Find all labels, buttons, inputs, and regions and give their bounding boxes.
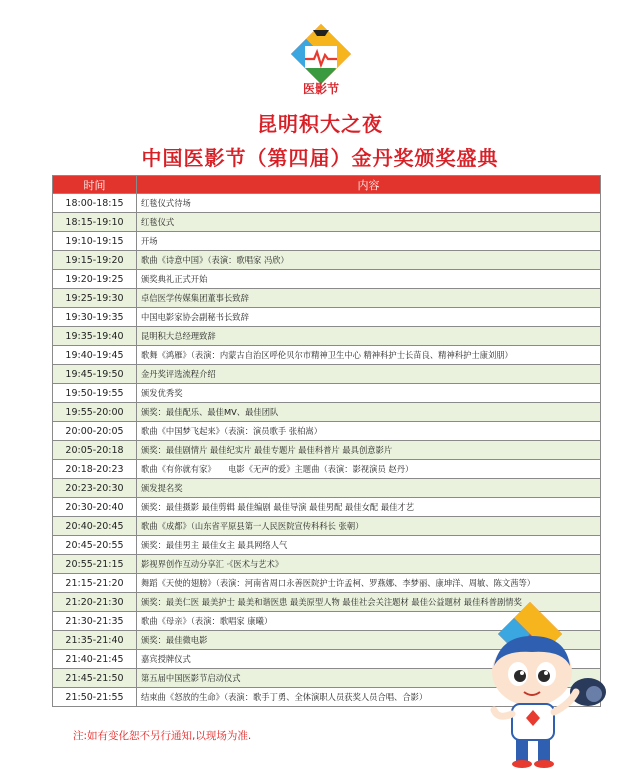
row-time: 19:45-19:50 — [53, 365, 137, 384]
table-row — [53, 403, 601, 422]
row-time: 21:20-21:30 — [53, 593, 137, 612]
row-content: 歌曲《母亲》（表演：歌唱家 康曦） — [137, 612, 601, 631]
row-time: 20:00-20:05 — [53, 422, 137, 441]
row-time: 19:40-19:45 — [53, 346, 137, 365]
header-content: 内容 — [137, 176, 601, 194]
row-time: 20:18-20:23 — [53, 460, 137, 479]
row-content: 歌曲《成都》（山东省平原县第一人民医院宣传科科长 张朝） — [137, 517, 601, 536]
table-row — [53, 308, 601, 327]
table-row — [53, 251, 601, 270]
row-time: 20:40-20:45 — [53, 517, 137, 536]
row-content: 舞蹈《天使的翅膀》（表演：河南省周口永善医院护士许孟柯、罗燕娜、李梦丽、康坤洋、周敏、陈文茜等） — [137, 574, 601, 593]
table-row — [53, 517, 601, 536]
row-time: 21:40-21:45 — [53, 650, 137, 669]
row-time: 20:45-20:55 — [53, 536, 137, 555]
table-row — [53, 289, 601, 308]
row-content: 第五届中国医影节启动仪式 — [137, 669, 601, 688]
row-content: 结束曲《怒放的生命》（表演：歌手丁勇、全体演职人员获奖人员合唱、合影） — [137, 688, 601, 707]
row-content: 颁奖：最佳男主 最佳女主 最具网络人气 — [137, 536, 601, 555]
row-time: 20:05-20:18 — [53, 441, 137, 460]
row-time: 18:00-18:15 — [53, 194, 137, 213]
row-content: 卓信医学传媒集团董事长致辞 — [137, 289, 601, 308]
row-time: 20:55-21:15 — [53, 555, 137, 574]
table-row — [53, 365, 601, 384]
festival-logo — [285, 22, 357, 98]
mascot-illustration — [470, 600, 620, 770]
row-content: 颁奖：最美仁医 最美护士 最美和谐医患 最美原型人物 最佳社会关注题材 最佳公益题材 最佳科普剧情奖 — [137, 593, 601, 612]
row-time: 21:35-21:40 — [53, 631, 137, 650]
row-time: 21:30-21:35 — [53, 612, 137, 631]
footnote: 注:如有变化恕不另行通知,以现场为准. — [73, 730, 252, 742]
row-content: 颁发优秀奖 — [137, 384, 601, 403]
table-row — [53, 536, 601, 555]
table-row — [53, 441, 601, 460]
row-content: 歌曲《中国梦飞起来》（表演：演员歌手 张柏嵩） — [137, 422, 601, 441]
row-time: 19:10-19:15 — [53, 232, 137, 251]
row-time: 21:45-21:50 — [53, 669, 137, 688]
row-time: 19:25-19:30 — [53, 289, 137, 308]
title-line-2: 中国医影节（第四届）金丹奖颁奖盛典 — [141, 146, 499, 170]
table-row — [53, 479, 601, 498]
table-row — [53, 460, 601, 479]
row-time: 19:35-19:40 — [53, 327, 137, 346]
table-row — [53, 422, 601, 441]
table-row — [53, 498, 601, 517]
row-content: 红毯仪式待场 — [137, 194, 601, 213]
table-row — [53, 555, 601, 574]
row-content: 颁奖：最佳剧情片 最佳纪实片 最佳专题片 最佳科普片 最具创意影片 — [137, 441, 601, 460]
table-row — [53, 213, 601, 232]
row-content: 颁奖：最佳摄影 最佳剪辑 最佳编剧 最佳导演 最佳男配 最佳女配 最佳才艺 — [137, 498, 601, 517]
row-time: 20:23-20:30 — [53, 479, 137, 498]
row-content: 影视界创作互动分享汇 ·《医术与艺术》 — [137, 555, 601, 574]
row-content: 金丹奖评选流程介绍 — [137, 365, 601, 384]
row-time: 18:15-19:10 — [53, 213, 137, 232]
row-content: 歌曲《诗意中国》（表演：歌唱家 冯欣） — [137, 251, 601, 270]
table-row — [53, 327, 601, 346]
row-time: 19:30-19:35 — [53, 308, 137, 327]
row-time: 19:50-19:55 — [53, 384, 137, 403]
table-row — [53, 194, 601, 213]
table-row — [53, 270, 601, 289]
row-content: 嘉宾授牌仪式 — [137, 650, 601, 669]
row-time: 19:15-19:20 — [53, 251, 137, 270]
row-content: 中国电影家协会副秘书长致辞 — [137, 308, 601, 327]
row-time: 19:55-20:00 — [53, 403, 137, 422]
row-content: 昆明积大总经理致辞 — [137, 327, 601, 346]
row-content: 歌曲《有你就有家》 电影《无声的爱》主题曲（表演：影视演员 赵丹） — [137, 460, 601, 479]
row-content: 颁奖：最佳配乐、最佳MV、最佳团队 — [137, 403, 601, 422]
title-line-1: 昆明积大之夜 — [257, 112, 383, 136]
row-time: 19:20-19:25 — [53, 270, 137, 289]
row-content: 红毯仪式 — [137, 213, 601, 232]
row-time: 20:30-20:40 — [53, 498, 137, 517]
row-content: 颁奖典礼正式开始 — [137, 270, 601, 289]
table-row — [53, 346, 601, 365]
row-content: 颁奖：最佳微电影 — [137, 631, 601, 650]
row-time: 21:15-21:20 — [53, 574, 137, 593]
table-row — [53, 384, 601, 403]
table-header-row — [53, 176, 601, 194]
header-time: 时间 — [53, 176, 137, 194]
row-content: 颁发提名奖 — [137, 479, 601, 498]
logo-text: 医影节 — [302, 82, 339, 96]
row-content: 歌舞《鸿雁》（表演：内蒙古自治区呼伦贝尔市精神卫生中心 精神科护士长苗良、精神科护士康刘朋） — [137, 346, 601, 365]
row-content: 开场 — [137, 232, 601, 251]
table-row — [53, 574, 601, 593]
table-row — [53, 232, 601, 251]
row-time: 21:50-21:55 — [53, 688, 137, 707]
